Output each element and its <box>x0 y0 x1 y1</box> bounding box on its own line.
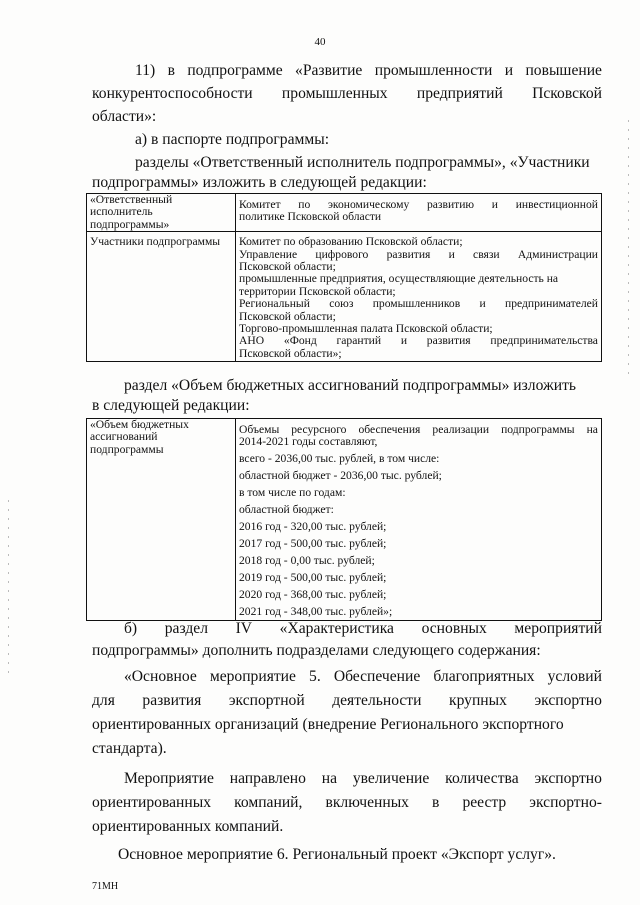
word: экономическому <box>327 198 410 211</box>
event5-line3: ориентированных организаций (внедрение Регионального экспортного <box>92 716 564 733</box>
word: 11) <box>135 62 156 79</box>
responsible-label-l3: подпрограммы» <box>90 217 170 231</box>
word: реестр <box>462 794 507 811</box>
word: «Основное <box>124 668 197 685</box>
word: на <box>321 770 337 787</box>
word: повышение <box>525 62 602 79</box>
word: «Развитие <box>295 62 363 79</box>
passport-heading: а) в паспорте подпрограммы: <box>135 131 330 148</box>
word: предпринимателей <box>505 297 598 311</box>
item11-line3: области»: <box>92 108 157 125</box>
budget-value-cell <box>236 419 602 621</box>
word: Псковской области; <box>239 309 336 323</box>
word: предприятий <box>416 85 503 102</box>
word: обеспечения <box>358 423 421 436</box>
scan-margin-mark <box>8 500 9 680</box>
word: и <box>400 334 408 348</box>
word: «Фонд <box>283 334 317 348</box>
event5-desc-line3: ориентированных компаний. <box>92 818 284 835</box>
word: связи <box>473 247 500 261</box>
word: союз <box>329 297 354 311</box>
table-row <box>87 232 602 362</box>
table-row <box>87 194 602 232</box>
word: и <box>491 198 498 211</box>
budget-label-l2: ассигнований <box>90 430 158 444</box>
word: условий <box>547 668 602 685</box>
word: Обеспечение <box>333 668 421 685</box>
word: подпрограмме <box>187 62 283 79</box>
responsible-value-l2: политике Псковской области <box>239 210 382 224</box>
word: ресурсного <box>291 423 347 436</box>
budget-line: в том числе по годам: <box>239 486 346 500</box>
word: Псковской области; <box>239 260 336 274</box>
budget-line: 2017 год - 500,00 тыс. рублей; <box>239 537 387 551</box>
word: Псковской области»; <box>239 346 342 360</box>
word: и <box>448 247 455 261</box>
event5-desc-line1 <box>124 768 602 789</box>
word: основных <box>421 620 487 637</box>
word: 5. <box>309 668 321 685</box>
word: раздел <box>164 620 208 637</box>
word: на <box>586 423 598 436</box>
participants-label-cell <box>87 232 236 362</box>
word: для <box>92 692 115 709</box>
word: реализации <box>432 423 490 436</box>
word: и <box>479 297 486 311</box>
participant-line <box>239 348 598 360</box>
word: Региональный <box>239 297 310 311</box>
word: Комитет по образованию Псковской области; <box>239 235 463 249</box>
word: развития <box>426 334 471 348</box>
budget-label-cell <box>87 419 236 621</box>
word: промышленности <box>374 62 493 79</box>
word: территории Псковской области; <box>239 284 396 298</box>
word: Объемы <box>239 423 280 436</box>
budget-section-line2: в следующей редакции: <box>92 397 250 414</box>
word: промышленные предприятия, осуществляющие деятельность на <box>239 272 559 286</box>
responsible-label-l2: исполнитель <box>90 205 153 219</box>
budget-line: всего - 2036,00 тыс. рублей, в том числе: <box>239 452 440 466</box>
page-number: 40 <box>314 36 326 48</box>
word: деятельности <box>332 692 422 709</box>
word: развития <box>142 692 202 709</box>
participants-label: Участники подпрограммы <box>90 235 221 249</box>
sections-line2: подпрограммы» изложить в следующей редакции: <box>92 174 427 191</box>
table-responsible-participants <box>86 193 602 362</box>
word: направлено <box>229 770 306 787</box>
word: включенных <box>325 794 409 811</box>
word: крупных <box>449 692 507 709</box>
budget-line: 2016 год - 320,00 тыс. рублей; <box>239 520 387 534</box>
responsible-label-l1: «Ответственный <box>90 193 173 206</box>
word: IV <box>235 620 253 637</box>
word: развития <box>386 247 431 261</box>
word: промышленных <box>281 85 388 102</box>
budget-line: областной бюджет - 2036,00 тыс. рублей; <box>239 469 442 483</box>
word: «Характеристика <box>279 620 394 637</box>
participants-value-cell <box>236 232 602 362</box>
item11-line2 <box>92 83 602 104</box>
word: компаний, <box>234 794 303 811</box>
word: экспортно <box>534 770 602 787</box>
event6-line: Основное мероприятие 6. Региональный проект «Экспорт услуг». <box>118 846 556 863</box>
word: мероприятие <box>209 668 296 685</box>
word: в <box>432 794 440 811</box>
budget-label-l1: «Объем бюджетных <box>90 418 189 431</box>
item-b-line1 <box>124 618 602 639</box>
sections-line1: разделы «Ответственный исполнитель подпрограммы», «Участники <box>135 154 590 171</box>
budget-line: 2018 год - 0,00 тыс. рублей; <box>239 554 375 568</box>
responsible-value-cell <box>236 194 602 232</box>
word: предпринимательства <box>490 334 598 348</box>
budget-label-l3: подпрограммы <box>90 442 164 456</box>
word: благоприятных <box>433 668 535 685</box>
word: в <box>167 62 175 79</box>
responsible-label-cell <box>87 194 236 232</box>
budget-line: 2021 год - 348,00 тыс. рублей»; <box>239 605 393 619</box>
word: б) <box>124 620 138 637</box>
word: конкурентоспособности <box>92 85 253 102</box>
word: Управление <box>239 247 298 261</box>
word: развитию <box>426 198 475 211</box>
word: инвестиционной <box>515 198 598 211</box>
budget-line: 2014-2021 годы составляют, <box>239 435 378 449</box>
item-b-line2: подпрограммы» дополнить подразделами следующего содержания: <box>92 642 541 659</box>
event5-desc-line2 <box>92 792 602 813</box>
table-budget <box>86 418 602 621</box>
word: АНО <box>239 334 265 348</box>
budget-line: областной бюджет: <box>239 503 334 517</box>
word: по <box>298 198 311 211</box>
participant-line <box>239 236 598 248</box>
budget-line: 2019 год - 500,00 тыс. рублей; <box>239 571 387 585</box>
word: мероприятий <box>514 620 602 637</box>
word: подпрограммы <box>501 423 575 436</box>
scan-margin-mark <box>628 120 629 380</box>
footer-code: 71МН <box>92 881 119 892</box>
budget-section-line1: раздел «Объем бюджетных ассигнований подпрограммы» изложить <box>124 377 577 394</box>
word: экспортно <box>534 692 602 709</box>
word: Комитет <box>239 198 281 211</box>
table-row <box>87 419 602 621</box>
word: Торгово-промышленная палата Псковской области; <box>239 322 493 336</box>
event5-line1 <box>124 666 602 687</box>
event5-line2 <box>92 690 602 711</box>
word: количества <box>445 770 519 787</box>
word: ориентированных <box>92 794 212 811</box>
word: экспортно- <box>529 794 602 811</box>
word: Администрации <box>517 247 598 261</box>
word: Псковской <box>532 85 602 102</box>
word: цифрового <box>315 247 369 261</box>
event5-line4: стандарта). <box>92 740 167 757</box>
word: Мероприятие <box>124 770 214 787</box>
word: гарантий <box>336 334 382 348</box>
word: увеличение <box>352 770 430 787</box>
item11-line1 <box>135 60 602 81</box>
word: промышленников <box>372 297 461 311</box>
budget-line: 2020 год - 368,00 тыс. рублей; <box>239 588 387 602</box>
word: и <box>504 62 514 79</box>
word: экспортной <box>228 692 305 709</box>
